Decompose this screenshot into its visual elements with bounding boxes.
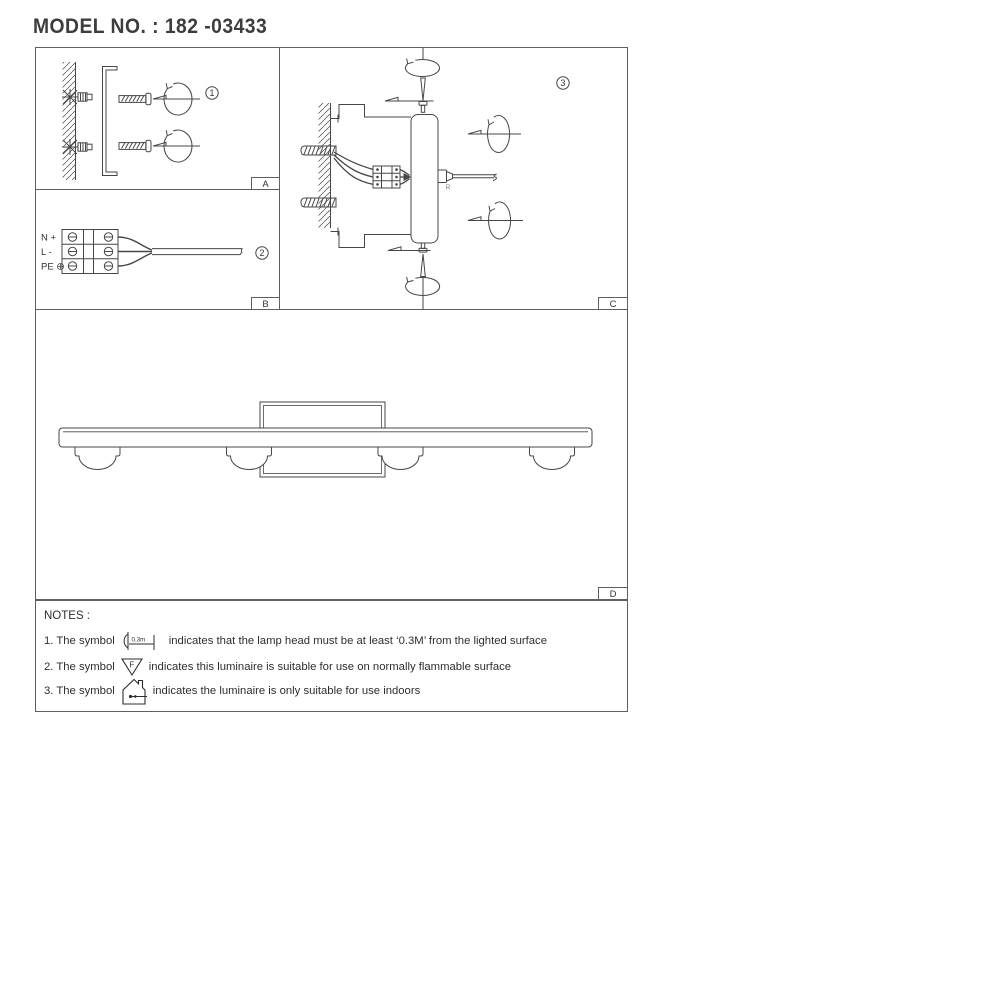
panel-b-frame — [36, 190, 280, 310]
step-number: 3 — [560, 78, 566, 89]
panel-d-drawing — [59, 402, 628, 600]
wall-hatch — [319, 103, 331, 228]
cord-outlet — [438, 170, 497, 192]
note-item — [44, 628, 547, 654]
panel-letter: D — [609, 589, 617, 600]
step-2-badge — [256, 247, 268, 259]
mounting-screw — [119, 93, 151, 105]
lamp-head — [530, 448, 575, 470]
panel-a-label — [252, 178, 280, 191]
step-number: 2 — [259, 248, 265, 259]
step-3-badge — [557, 77, 569, 89]
rotation-arrow — [468, 202, 523, 239]
terminal-screw — [376, 168, 398, 185]
panel-c-drawing — [301, 48, 628, 311]
step-1-badge — [206, 87, 218, 99]
flammable-letter: F — [129, 660, 135, 670]
earth-symbol-icon — [58, 264, 64, 270]
terminal-label-live: L - — [41, 247, 52, 258]
step-number: 1 — [209, 88, 215, 99]
panel-c-label — [599, 298, 628, 311]
terminal-block — [373, 166, 400, 188]
note-text: indicates the luminaire is only suitable for use indoors — [152, 685, 421, 697]
mounting-bracket — [103, 67, 118, 176]
indoor-use-house-symbol-icon — [120, 676, 148, 706]
fixing-screw — [419, 102, 427, 106]
rotation-arrow — [468, 115, 521, 152]
note-item — [44, 654, 511, 680]
panel-d-label — [599, 588, 628, 601]
terminal-label-neutral: N + — [41, 232, 57, 244]
fixing-screw — [421, 243, 424, 249]
distance-label: 0.3m — [131, 636, 146, 644]
flammable-surface-f-symbol-icon — [120, 657, 144, 677]
terminal-label-earth: PE — [41, 261, 54, 273]
lamp-head — [75, 448, 120, 470]
panel-letter: A — [262, 179, 269, 190]
notes-heading: NOTES : — [44, 610, 91, 622]
mounting-screw — [119, 140, 151, 152]
model-number-title: MODEL NO. : 182 -03433 — [33, 15, 268, 38]
fixing-screw — [421, 105, 424, 112]
rotation-arrow — [388, 243, 440, 310]
panel-a-drawing — [62, 62, 280, 190]
cable-break — [240, 249, 243, 255]
distance-0-3m-symbol-icon — [120, 629, 164, 653]
panel-letter: C — [609, 299, 617, 310]
note-prefix: 1. The symbol — [44, 635, 115, 647]
panel-frames — [36, 48, 628, 600]
canopy-plate — [411, 115, 438, 244]
note-text: indicates that the lamp head must be at least ‘0.3M’ from the lighted surface — [168, 635, 547, 647]
rotation-arrow — [385, 48, 439, 113]
rotation-arrow — [153, 130, 200, 162]
rotation-arrow — [153, 83, 200, 115]
lamp-bar — [59, 428, 592, 447]
note-prefix: 3. The symbol — [44, 685, 115, 697]
notes-section — [35, 600, 628, 712]
supply-cable — [118, 237, 243, 266]
note-text: indicates this luminaire is suitable for use on normally flammable surface — [148, 661, 512, 673]
panel-c-frame — [280, 48, 628, 310]
terminal-block — [62, 230, 118, 274]
panel-b-label — [252, 298, 280, 311]
connector-mark: R — [445, 184, 451, 192]
note-prefix: 2. The symbol — [44, 661, 115, 673]
terminal-screw — [68, 233, 112, 270]
panel-letter: B — [262, 299, 269, 310]
wall-hatch — [63, 62, 76, 180]
note-item — [44, 678, 420, 704]
panel-b-drawing — [41, 230, 280, 311]
